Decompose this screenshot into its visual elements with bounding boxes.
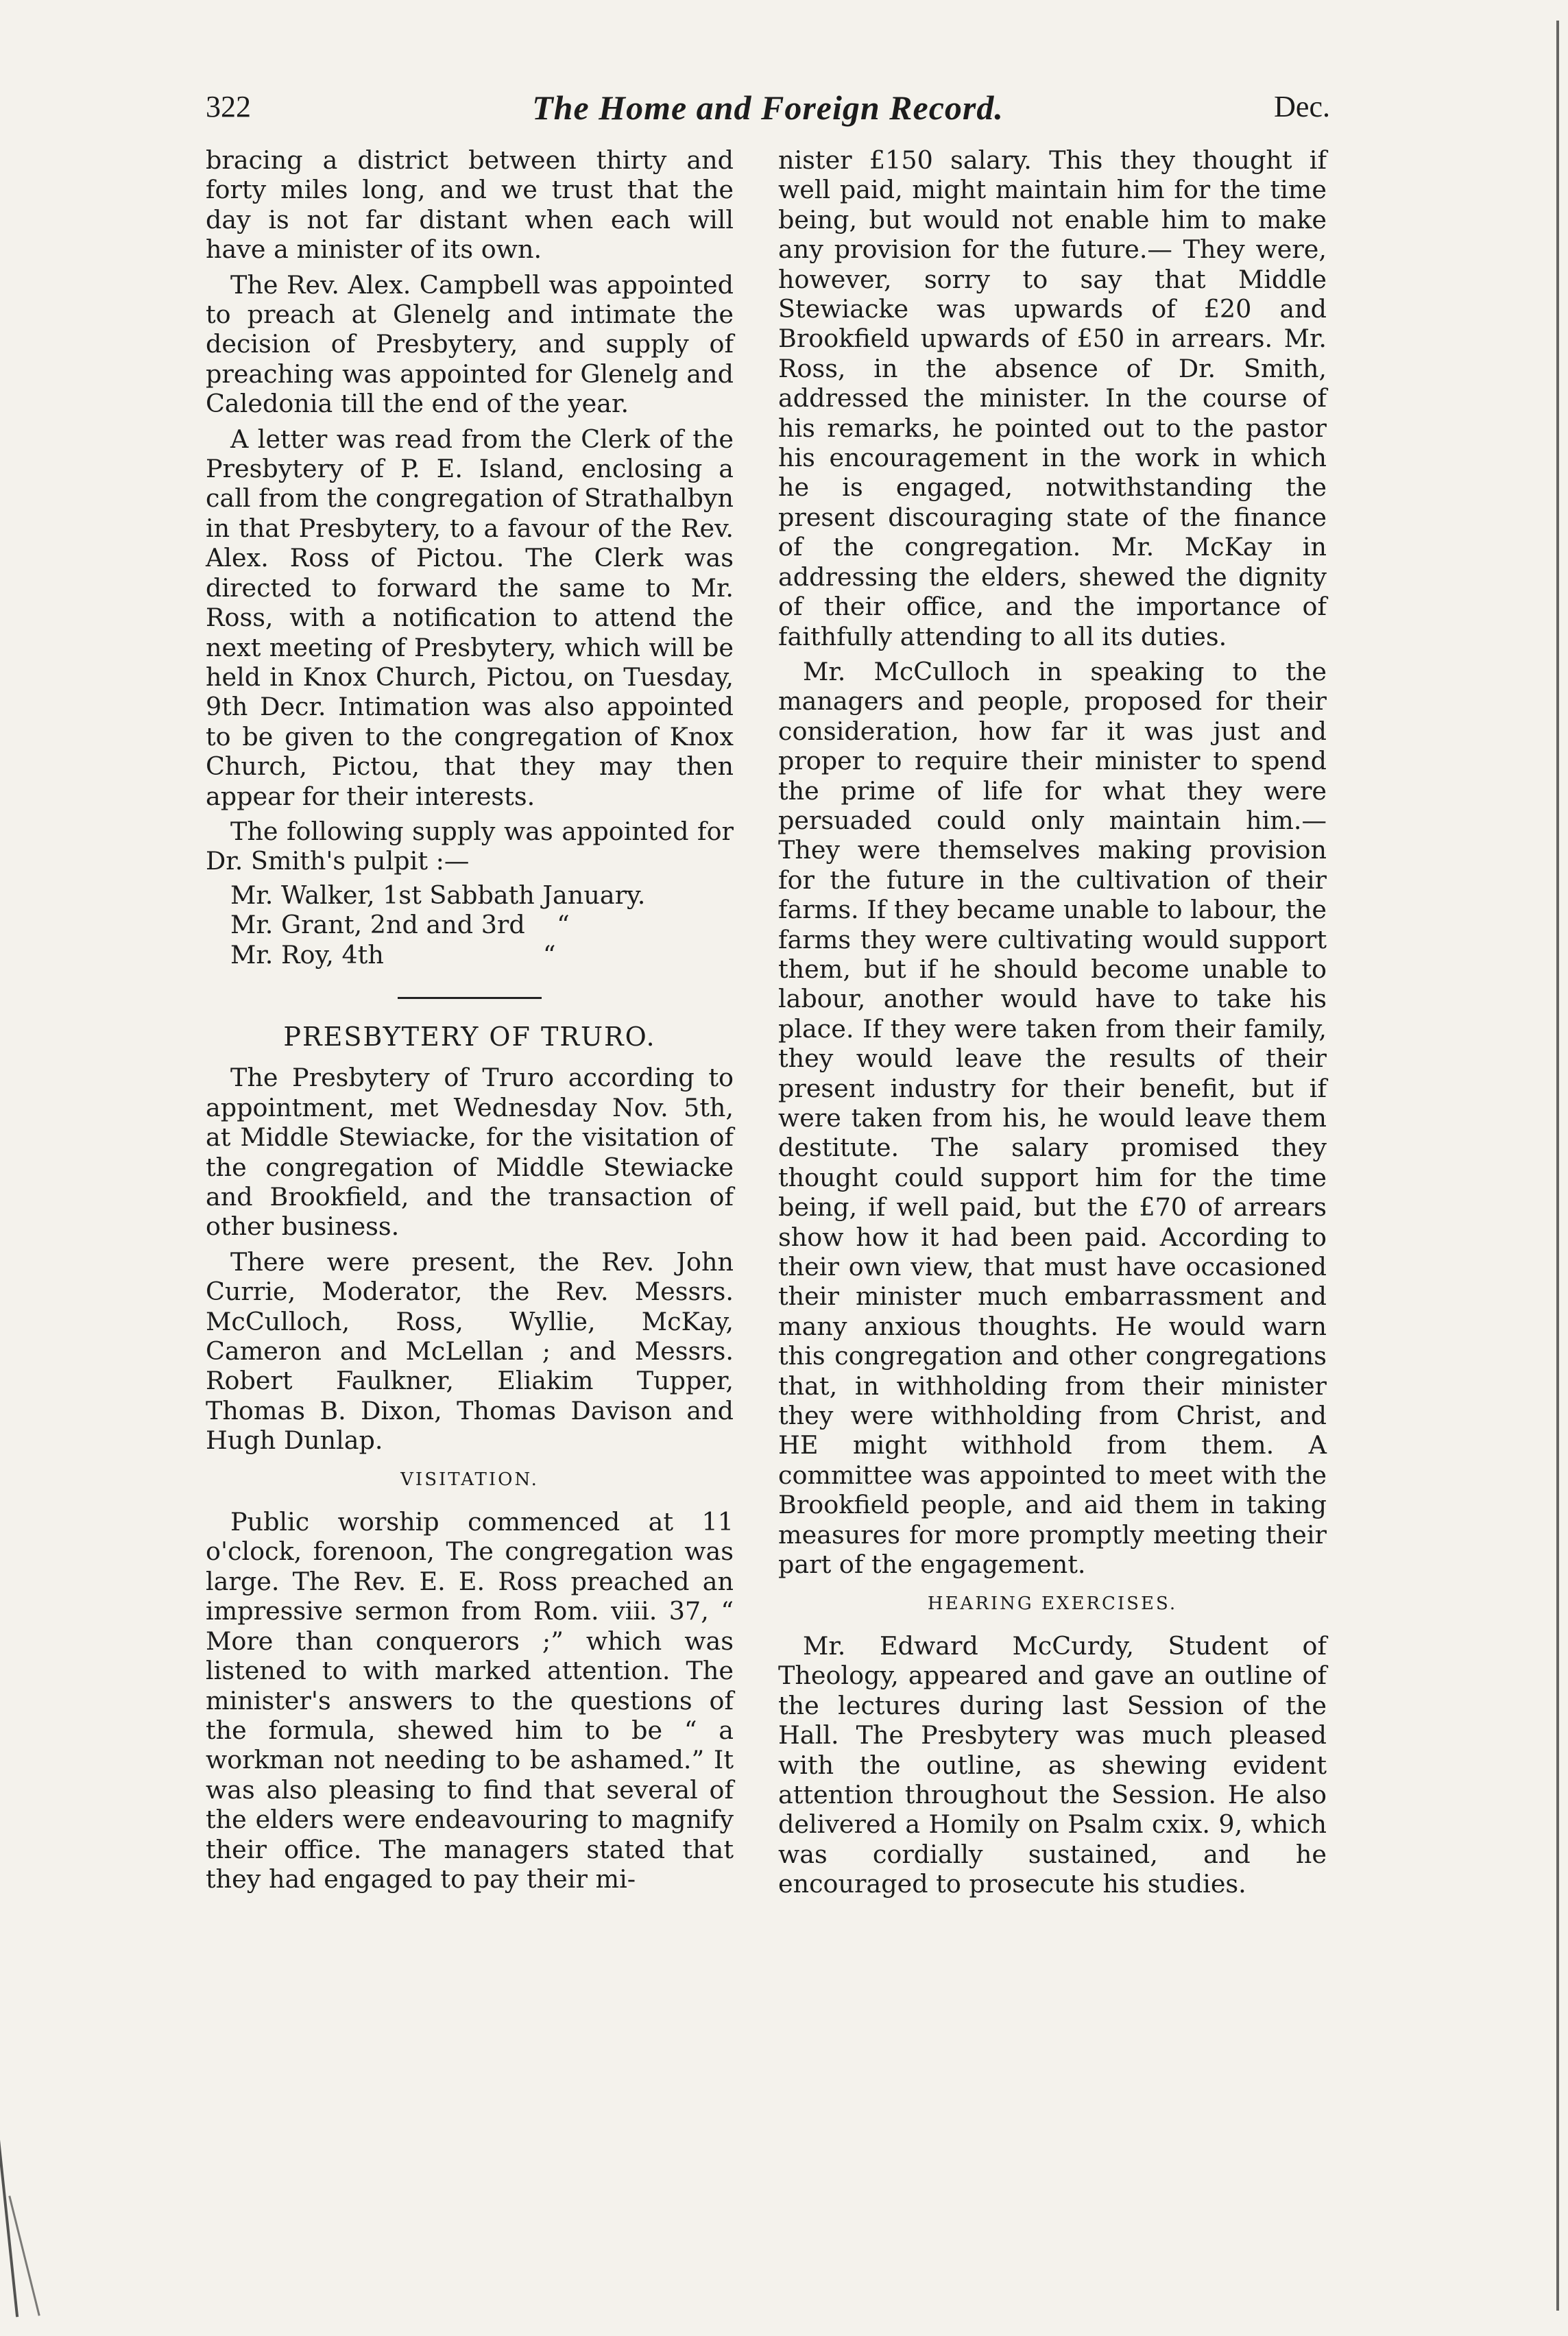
section-title: PRESBYTERY OF TRURO.: [283, 1021, 656, 1052]
page-header: [206, 89, 1330, 151]
paragraph: The following supply was appointed for Dr. Smith's pulpit :—: [206, 816, 734, 876]
paragraph: Mr. Edward McCurdy, Student of Theology, appeared and gave an outline of the lectures during last Session of the Hall. The Presbytery was much pleased with the outline, as shewing evident attention throughout the Session. He also delivered a Homily on Psalm cxix. 9, which was cordially sustained, and he encouraged to prosecute his studies.: [778, 1630, 1327, 1899]
paragraph: A letter was read from the Clerk of the Presbytery of P. E. Island, enclosing a call from the congregation of Strathalbyn in that Presbytery, to a favour of the Rev. Alex. Ross of Pictou. The Clerk was directed to forward the same to Mr. Ross, with a notification to attend the next meeting of Presbytery, which will be held in Knox Church, Pictou, on Tuesday, 9th Decr. Intimation was also appointed to be given to the congregation of Knox Church, Pictou, that they may then appear for their interests.: [206, 424, 734, 811]
page: [206, 69, 1330, 2126]
left-column: [206, 145, 734, 1894]
scan-margin-line: [1556, 21, 1559, 2311]
supply-entry: Mr. Walker, 1st Sabbath January.: [230, 880, 646, 910]
paragraph: There were present, the Rev. John Currie, Moderator, the Rev. Messrs. McCulloch, Ross, Wyllie, McKay, Cameron and McLellan ; and Messrs. Robert Faulkner, Eliakim Tupper, Thomas B. Dixon, Thomas Davison and Hugh Dunlap.: [206, 1247, 734, 1456]
supply-entry: Mr. Grant, 2nd and 3rd “: [230, 910, 570, 940]
paragraph: nister £150 salary. This they thought if well paid, might maintain him for the time being, but would not enable him to make any provision for the future.— They were, however, sorry to say that Middle Stewiacke was upwards of £20 and Brookfield upwards of £50 in arrears. Mr. Ross, in the absence of Dr. Smith, addressed the minister. In the course of his remarks, he pointed out to the pastor his encouragement in the work in which he is engaged, notwithstanding the present discouraging state of the finance of the congregation. Mr. McKay in addressing the elders, shewed the dignity of their office, and the importance of faithfully attending to all its duties.: [778, 145, 1327, 651]
supply-entry: Mr. Roy, 4th “: [230, 939, 556, 970]
paragraph: The Rev. Alex. Campbell was appointed to preach at Glenelg and intimate the decision of Presbytery, and supply of preaching was appointed for Glenelg and Caledonia till the end of the year.: [206, 269, 734, 419]
paragraph: Mr. McCulloch in speaking to the managers and people, proposed for their consideration, how far it was just and proper to require their minister to spend the prime of life for what they were persuaded could only maintain him.— They were themselves making provision for the future in the cultivation of their farms. If they became unable to labour, the farms they were cultivating would support them, but if he should become unable to labour, another would have to take his place. If they were taken from their family, they would leave the results of their present industry for their benefit, but if were taken from his, he would leave them destitute. The salary promised they thought could support him for the time being, if well paid, but the £70 of arrears show how it had been paid. According to their own view, that must have occasioned their minister much embarrassment and many anxious thoughts. He would warn this congregation and other congregations that, in withholding from their minister they were withholding from Christ, and HE might withhold from them. A committee was appointed to meet with the Brookfield people, and aid them in taking measures for more promptly meeting their part of the engagement.: [778, 656, 1327, 1580]
right-column: [778, 145, 1327, 1899]
subsection-title: VISITATION.: [400, 1469, 539, 1490]
supply-list: [206, 880, 734, 970]
page-number: 322: [206, 90, 251, 123]
running-title: The Home and Foreign Record.: [532, 88, 1004, 127]
paragraph: Public worship commenced at 11 o'clock, forenoon, The congregation was large. The Rev. E. E. Ross preached an impressive sermon from Rom. viii. 37, “ More than conquerors ;” which was listened to with marked attention. The minister's answers to the questions of the formula, shewed him to be “ a workman not needing to be ashamed.” It was also pleasing to find that several of the elders were endeavouring to magnify their office. The managers stated that they had engaged to pay their mi-: [206, 1507, 734, 1894]
subsection-title: HEARING EXERCISES.: [927, 1593, 1178, 1614]
section-divider: [398, 997, 542, 999]
paragraph: bracing a district between thirty and forty miles long, and we trust that the day is not far distant when each will have a minister of its own.: [206, 145, 734, 265]
paragraph: The Presbytery of Truro according to appointment, met Wednesday Nov. 5th, at Middle Stewiacke, for the visitation of the congregation of Middle Stewiacke and Brookfield, and the transaction of other business.: [206, 1063, 734, 1242]
issue-month: Dec.: [1274, 90, 1330, 123]
